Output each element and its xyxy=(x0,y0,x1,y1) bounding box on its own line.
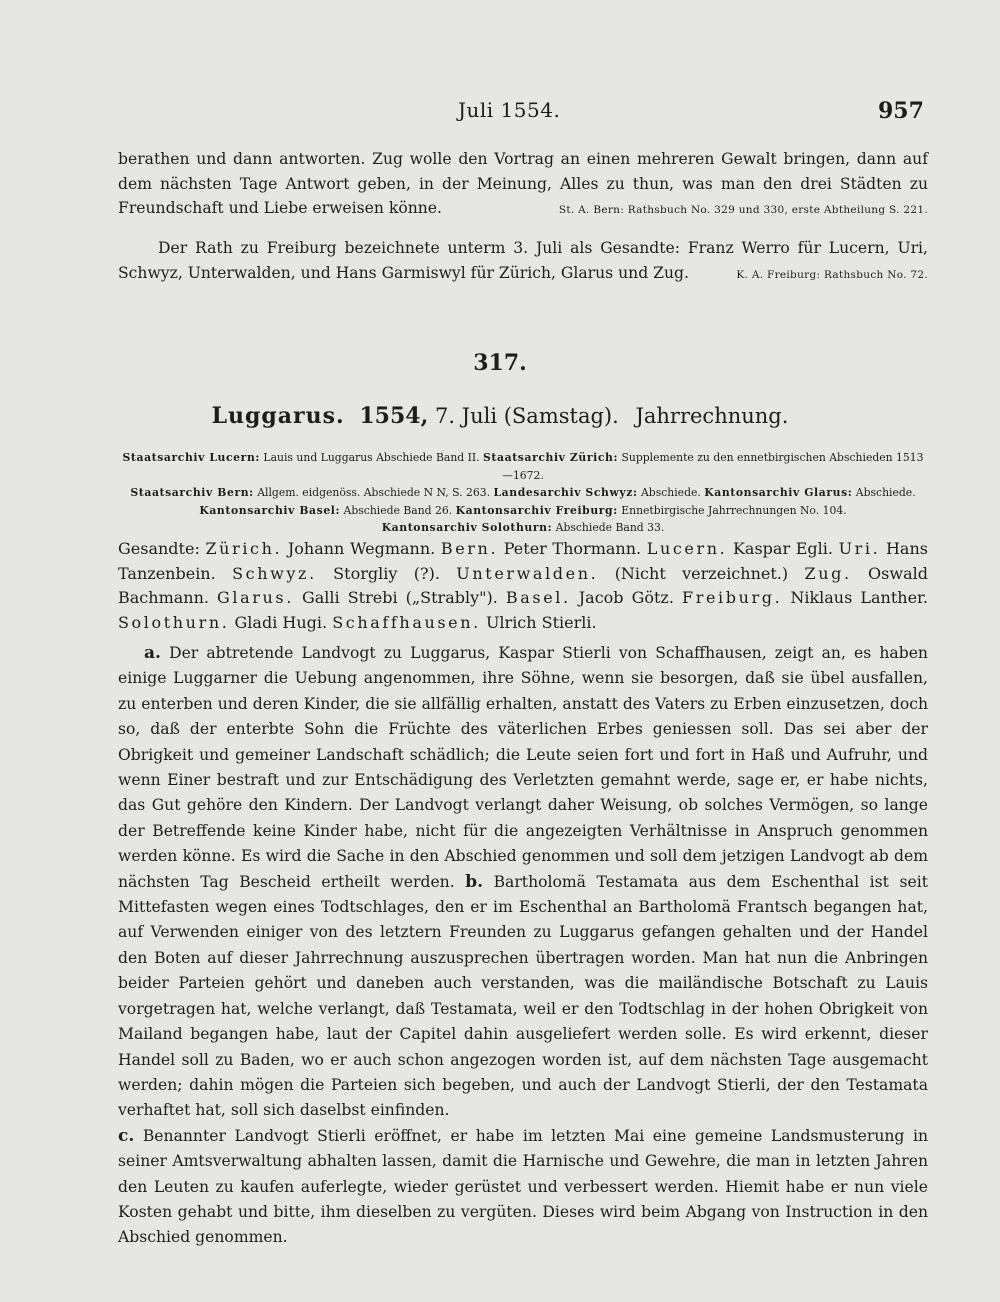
source-reference: K. A. Freiburg: Rathsbuch No. 72. xyxy=(736,268,928,281)
archive-item: Landesarchiv Schwyz: Abschiede. xyxy=(493,486,701,499)
section-label-c: c. xyxy=(118,1125,135,1146)
entry-year: 1554, xyxy=(359,403,429,429)
entry-date: 7. Juli (Samstag). xyxy=(434,404,619,428)
paragraph-continuation xyxy=(118,147,928,223)
archive-item: Staatsarchiv Lucern: Lauis und Luggarus Abschiede Band II. xyxy=(122,451,480,464)
entry-body xyxy=(118,641,928,1251)
envoy-canton: Solothurn. xyxy=(118,612,230,632)
envoy-canton: Unterwalden. xyxy=(456,563,599,583)
running-title: Juli 1554. xyxy=(458,98,561,122)
paragraph-text: berathen und dann antworten. Zug wolle den Vortrag an einen mehreren Gewalt bringen, dann auf dem nächsten Tage Antwort geben, in der Meinung, Alles zu thun, was man den drei Städten zu Freundschaft und Liebe erweisen könne. xyxy=(118,150,928,218)
envoy-name: Galli Strebi („Strably"). xyxy=(301,588,498,608)
envoy-canton: Lucern. xyxy=(646,539,728,558)
envoy-canton: Glarus. xyxy=(217,588,294,608)
page-number: 957 xyxy=(878,98,924,124)
entry-kind: Jahrrechnung. xyxy=(635,404,789,428)
paragraph-text: Der Rath zu Freiburg bezeichnete unterm 3. Juli als Gesandte: Franz Werro für Lucern, Uri, Schwyz, Unterwalden, und Hans Garmiswyl für Zürich, Glarus und Zug. xyxy=(118,239,928,282)
entry-place: Luggarus. xyxy=(211,403,345,429)
entry-number: 317. xyxy=(473,350,527,376)
envoy-name: Hans Tanzenbein. xyxy=(118,539,928,583)
archive-item: Kantonsarchiv Basel: Abschiede Band 26. xyxy=(199,503,453,517)
envoy-name: Oswald Bachmann. xyxy=(118,563,928,608)
envoy-name: Storgliy (?). xyxy=(333,563,440,583)
archive-item: Kantonsarchiv Glarus: Abschiede. xyxy=(704,486,916,499)
envoy-name: Jacob Götz. xyxy=(578,588,674,608)
envoy-canton: Zürich. xyxy=(205,539,283,558)
envoy-canton: Schwyz. xyxy=(232,563,317,583)
envoy-name: Kaspar Egli. xyxy=(732,539,833,558)
envoys-intro: Gesandte: xyxy=(118,539,200,558)
envoy-name: Johann Wegmann. xyxy=(287,539,436,558)
section-text-c: Benannter Landvogt Stierli eröffnet, er habe im letzten Mai eine gemeine Landsmusterung in seiner Amtsverwaltung abhalten lassen, damit die Harnische und Gewehre, die man in letzten Jahren den Leuten zu kaufen auferlegte, wieder gerüstet und verbessert werden. Hiemit habe er nun viele Kosten gehabt und bitte, ihm dieselben zu vergüten. Dieses wird beim Abgang von Instruction in den Abschied genommen. xyxy=(118,1126,928,1247)
envoy-name: Ulrich Stierli. xyxy=(485,612,597,632)
paragraph-freiburg xyxy=(118,236,928,287)
source-reference: St. A. Bern: Rathsbuch No. 329 und 330, erste Abtheilung S. 221. xyxy=(558,204,928,217)
envoy-canton: Zug. xyxy=(804,563,852,583)
archive-item: Kantonsarchiv Freiburg: Ennetbirgische Jahrrechnungen No. 104. xyxy=(455,503,847,517)
envoy-canton: Basel. xyxy=(505,588,571,608)
envoy-canton: Schaffhausen. xyxy=(332,612,481,632)
section-label-b: b. xyxy=(465,871,484,892)
envoy-canton: Bern. xyxy=(440,539,499,558)
section-label-a: a. xyxy=(144,643,161,663)
entry-title xyxy=(0,403,1000,429)
archive-sources xyxy=(118,449,928,537)
envoy-name: Gladi Hugi. xyxy=(234,612,328,632)
archive-item: Staatsarchiv Zürich: Supplemente zu den ennetbirgischen Abschieden 1513—1672. xyxy=(483,451,924,482)
envoys-list xyxy=(118,537,928,635)
envoy-name: Niklaus Lanther. xyxy=(790,588,929,608)
section-text-a: Der abtretende Landvogt zu Luggarus, Kaspar Stierli von Schaffhausen, zeigt an, es haben einige Luggarner die Uebung angenommen, ihre Söhne, wenn sie besorgen, daß sie übel ausfallen, zu enterben und deren Kinder, die sie allfällig erhalten, anstatt des Vaters zu Erben einzusetzen, doch so, daß der enterbte Sohn die Früchte des väterlichen Erbes geniessen soll. Das sei aber der Obrigkeit und gemeiner Landschaft schädlich; die Leute seien fort und fort in Haß und Aufruhr, und wenn Einer bestraft und zur Entschädigung des Verletzten gemahnt werde, sage er, er habe nichts, das Gut gehöre den Kindern. Der Landvogt verlangt daher Weisung, ob solches Vermögen, so lange der Betreffende keine Kinder habe, nicht für die angezeigten Verhältnisse in Anspruch genommen werden könne. Es wird die Sache in den Abschied genommen und soll dem jetzigen Landvogt ab dem nächsten Tag Bescheid ertheilt werden. xyxy=(118,644,928,891)
archive-item: Staatsarchiv Bern: Allgem. eidgenöss. Abschiede N N, S. 263. xyxy=(130,486,491,499)
envoy-name: (Nicht verzeichnet.) xyxy=(614,563,789,583)
envoy-name: Peter Thormann. xyxy=(503,539,642,558)
envoy-canton: Freiburg. xyxy=(682,588,783,608)
section-text-b: Bartholomä Testamata aus dem Eschenthal ist seit Mittefasten wegen eines Todtschlages, den er im Eschenthal an Bartholomä Frantsch begangen hat, auf Verwenden einiger von des letztern Freunden zu Luggarus gefangen gehalten und der Handel den Boten auf dieser Jahrrechnung auszusprechen übertragen worden. Man hat nun die Anbringen beider Parteien gehört und daneben auch verstanden, was die mailändische Botschaft zu Lauis vorgetragen hat, welche verlangt, daß Testamata, weil er den Todtschlag in der hohen Obrigkeit von Mailand begangen habe, laut der Capitel dahin ausgeliefert werden solle. Es wird erkennt, dieser Handel soll zu Baden, wo er auch schon angezogen worden ist, auf dem nächsten Tage ausgemacht werden; dahin mögen die Parteien sich begeben, und auch der Landvogt Stierli, der den Testamata verhaftet hat, soll sich daselbst einfinden. xyxy=(118,872,928,1120)
archive-item: Kantonsarchiv Solothurn: Abschiede Band 33. xyxy=(381,521,665,534)
envoy-canton: Uri. xyxy=(838,539,881,558)
